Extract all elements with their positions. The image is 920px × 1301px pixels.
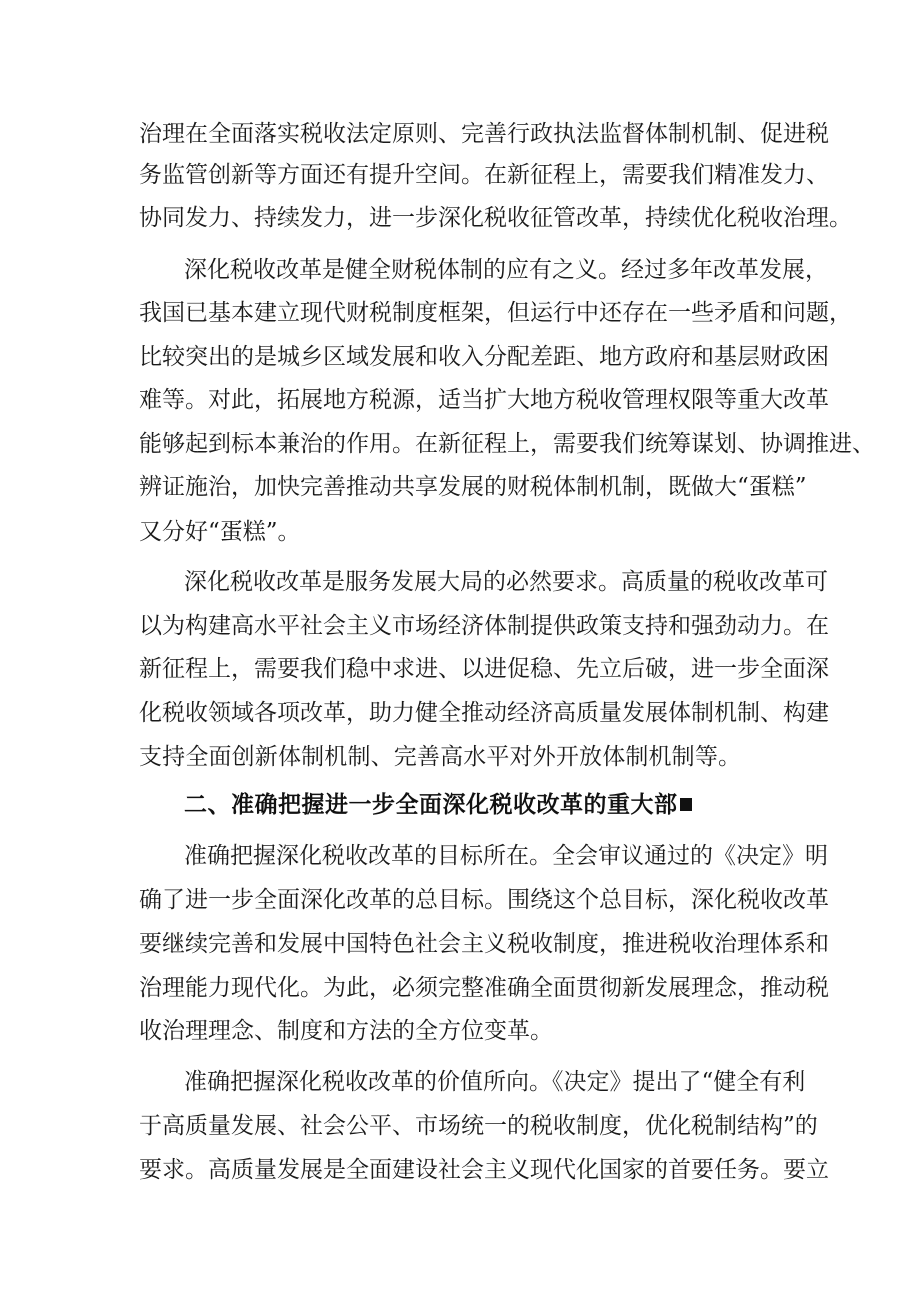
text-line: 我国已基本建立现代财税制度框架，但运行中还存在一些矛盾和问题，: [139, 300, 852, 326]
text-line: 确了进一步全面深化改革的总目标。围绕这个总目标，深化税收改革: [139, 887, 829, 913]
square-mark-icon: [680, 798, 692, 811]
text-line: 比较突出的是城乡区域发展和收入分配差距、地方政府和基层财政困: [139, 344, 829, 370]
text-line: 治理在全面落实税收法定原则、完善行政执法监督体制机制、促进税: [139, 121, 829, 147]
text-line: 新征程上，需要我们稳中求进、以进促稳、先立后破，进一步全面深: [139, 656, 829, 682]
section-heading: [184, 790, 692, 820]
section-heading-text: 二、准确把握进一步全面深化税收改革的重大部: [184, 792, 678, 818]
text-line: 支持全面创新体制机制、完善高水平对外开放体制机制等。: [139, 744, 741, 770]
text-line: 难等。对此，拓展地方税源，适当扩大地方税收管理权限等重大改革: [139, 387, 829, 413]
text-line: 准确把握深化税收改革的目标所在。全会审议通过的《决定》明: [184, 843, 828, 869]
text-line: 辨证施治，加快完善推动共享发展的财税体制机制，既做大“蛋糕”: [139, 474, 807, 500]
text-line: 治理能力现代化。为此，必须完整准确全面贯彻新发展理念，推动税: [139, 975, 829, 1001]
text-line: 于高质量发展、社会公平、市场统一的税收制度，优化税制结构”的: [139, 1113, 818, 1139]
text-line: 深化税收改革是健全财税体制的应有之义。经过多年改革发展，: [184, 257, 828, 283]
text-line: 务监管创新等方面还有提升空间。在新征程上，需要我们精准发力、: [139, 162, 829, 188]
text-line: 能够起到标本兼治的作用。在新征程上，需要我们统筹谋划、协调推进、: [139, 431, 875, 457]
text-line: 化税收领域各项改革，助力健全推动经济高质量发展体制机制、构建: [139, 700, 829, 726]
text-line: 又分好“蛋糕”。: [139, 519, 301, 545]
text-line: 深化税收改革是服务发展大局的必然要求。高质量的税收改革可: [184, 569, 828, 595]
text-line: 要求。高质量发展是全面建设社会主义现代化国家的首要任务。要立: [139, 1157, 829, 1183]
text-line: 以为构建高水平社会主义市场经济体制提供政策支持和强劲动力。在: [139, 613, 829, 639]
text-line: 收治理理念、制度和方法的全方位变革。: [139, 1018, 553, 1044]
text-line: 要继续完善和发展中国特色社会主义税收制度，推进税收治理体系和: [139, 931, 829, 957]
text-line: 协同发力、持续发力，进一步深化税收征管改革，持续优化税收治理。: [139, 205, 852, 231]
text-line: 准确把握深化税收改革的价值所向。《决定》提出了“健全有利: [184, 1069, 806, 1095]
